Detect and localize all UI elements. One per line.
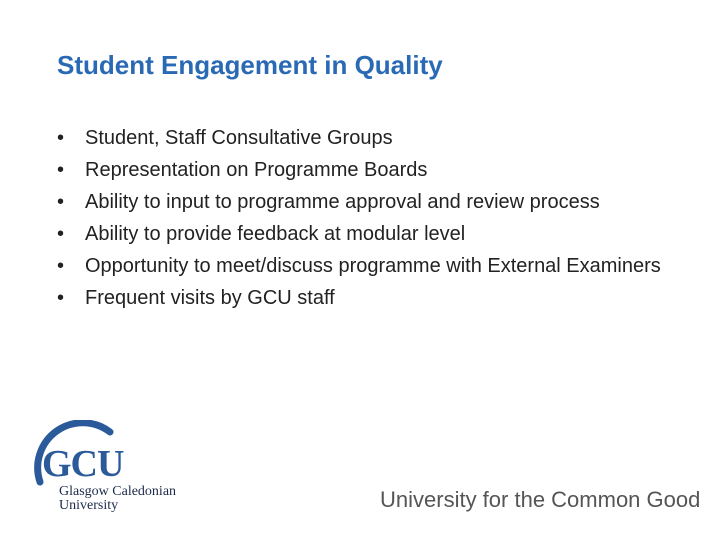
slide-title: Student Engagement in Quality: [57, 50, 443, 80]
bullet-item: • Student, Staff Consultative Groups: [57, 126, 677, 150]
bullet-item: • Ability to input to programme approval and review process: [57, 190, 677, 214]
gcu-logo: [30, 420, 200, 520]
bullet-item: • Frequent visits by GCU staff: [57, 286, 677, 310]
bullet-list: [57, 126, 677, 318]
university-name-line2: University: [59, 498, 119, 513]
bullet-item: • Opportunity to meet/discuss programme with External Examiners: [57, 254, 677, 278]
tagline: University for the Common Good: [380, 487, 701, 512]
bullet-item: • Representation on Programme Boards: [57, 158, 677, 182]
bullet-item: • Ability to provide feedback at modular level: [57, 222, 677, 246]
university-name-line1: Glasgow Caledonian: [59, 484, 177, 499]
logo-wordmark: GCU: [42, 443, 124, 485]
